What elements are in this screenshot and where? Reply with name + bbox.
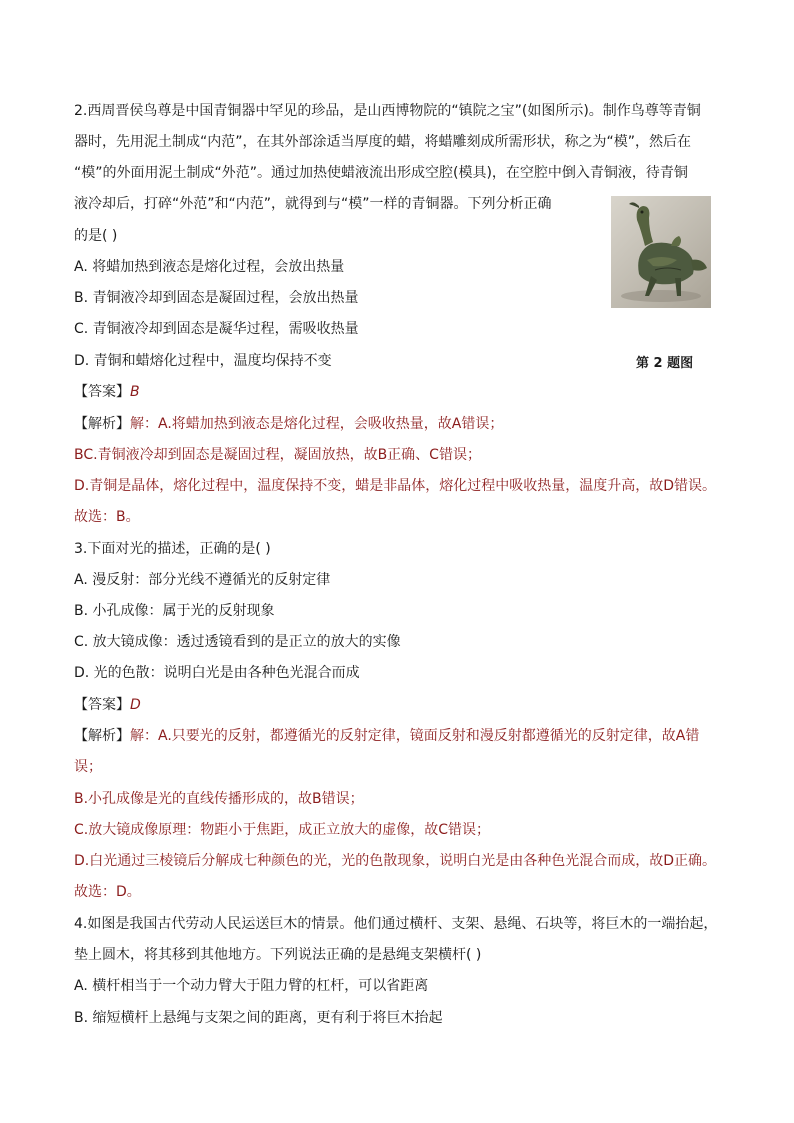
- q2-option-b: B. 青铜液冷却到固态是凝固过程，会放出热量: [74, 290, 359, 306]
- analysis-tag: 【解析】: [74, 416, 130, 432]
- answer-tag: 【答案】: [74, 697, 130, 713]
- q2-stem-line-4: 液冷却后，打碎“外范”和“内范”，就得到与“模”一样的青铜器。下列分析正确: [74, 196, 552, 212]
- bird-zun-bronze-photo: [611, 196, 711, 308]
- analysis-tag: 【解析】: [74, 728, 130, 744]
- q3-analysis-3: B.小孔成像是光的直线传播形成的，故B错误；: [74, 791, 364, 807]
- bird-zun-illustration: [611, 196, 711, 308]
- q2-stem-line-2: 器时，先用泥土制成“内范”，在其外部涂适当厚度的蜡，将蜡雕刻成所需形状，称之为“模”，然后在: [74, 134, 692, 150]
- q3-stem: 3.下面对光的描述，正确的是( ): [74, 541, 271, 557]
- q4-stem-line-1: 4.如图是我国古代劳动人民运送巨木的情景。他们通过横杆、支架、悬绳、石块等，将巨木的一端抬起，: [74, 916, 718, 932]
- q3-option-b: B. 小孔成像：属于光的反射现象: [74, 603, 275, 619]
- q2-analysis-3: D.青铜是晶体，熔化过程中，温度保持不变，蜡是非晶体，熔化过程中吸收热量，温度升高，故D错误。: [74, 478, 717, 494]
- q3-option-d: D. 光的色散：说明白光是由各种色光混合而成: [74, 665, 360, 681]
- answer-value: D: [130, 697, 141, 713]
- q2-option-c: C. 青铜液冷却到固态是凝华过程，需吸收热量: [74, 321, 359, 337]
- q4-option-b: B. 缩短横杆上悬绳与支架之间的距离，更有利于将巨木抬起: [74, 1010, 443, 1026]
- q2-stem-line-3: “模”的外面用泥土制成“外范”。通过加热使蜡液流出形成空腔(模具)，在空腔中倒入青铜液，待青铜: [74, 165, 688, 181]
- analysis-text: 解：A.将蜡加热到液态是熔化过程，会吸收热量，故A错误；: [130, 416, 504, 432]
- q3-option-a: A. 漫反射：部分光线不遵循光的反射定律: [74, 572, 331, 588]
- q4-stem-line-2: 垫上圆木，将其移到其他地方。下列说法正确的是悬绳支架横杆( ): [74, 947, 482, 963]
- q3-analysis-2: 误；: [74, 759, 102, 775]
- q3-analysis-1: [74, 726, 699, 746]
- q3-analysis-4: C.放大镜成像原理：物距小于焦距，成正立放大的虚像，故C错误；: [74, 822, 490, 838]
- q3-option-c: C. 放大镜成像：透过透镜看到的是正立的放大的实像: [74, 634, 401, 650]
- answer-value: B: [130, 384, 140, 400]
- answer-tag: 【答案】: [74, 384, 130, 400]
- q3-conclusion: 故选：D。: [74, 884, 141, 900]
- figure-caption: 第 2 题图: [636, 356, 694, 371]
- q4-option-a: A. 横杆相当于一个动力臂大于阻力臂的杠杆，可以省距离: [74, 978, 429, 994]
- q2-analysis-1: [74, 414, 503, 434]
- q2-option-d: D. 青铜和蜡熔化过程中，温度均保持不变: [74, 353, 332, 369]
- q2-analysis-2: BC.青铜液冷却到固态是凝固过程，凝固放热，故B正确、C错误；: [74, 447, 481, 463]
- q2-answer: [74, 382, 140, 402]
- q3-analysis-5: D.白光通过三棱镜后分解成七种颜色的光，光的色散现象，说明白光是由各种色光混合而成，故D正确。: [74, 853, 717, 869]
- q3-answer: [74, 695, 141, 715]
- q2-stem-line-1: 2.西周晋侯鸟尊是中国青铜器中罕见的珍品，是山西博物院的“镇院之宝”(如图所示)。制作鸟尊等青铜: [74, 103, 701, 119]
- q2-conclusion: 故选：B。: [74, 509, 140, 525]
- q2-option-a: A. 将蜡加热到液态是熔化过程，会放出热量: [74, 259, 345, 275]
- analysis-text: 解：A.只要光的反射，都遵循光的反射定律，镜面反射和漫反射都遵循光的反射定律，故A错: [130, 728, 700, 744]
- q2-stem-line-5: 的是( ): [74, 228, 118, 244]
